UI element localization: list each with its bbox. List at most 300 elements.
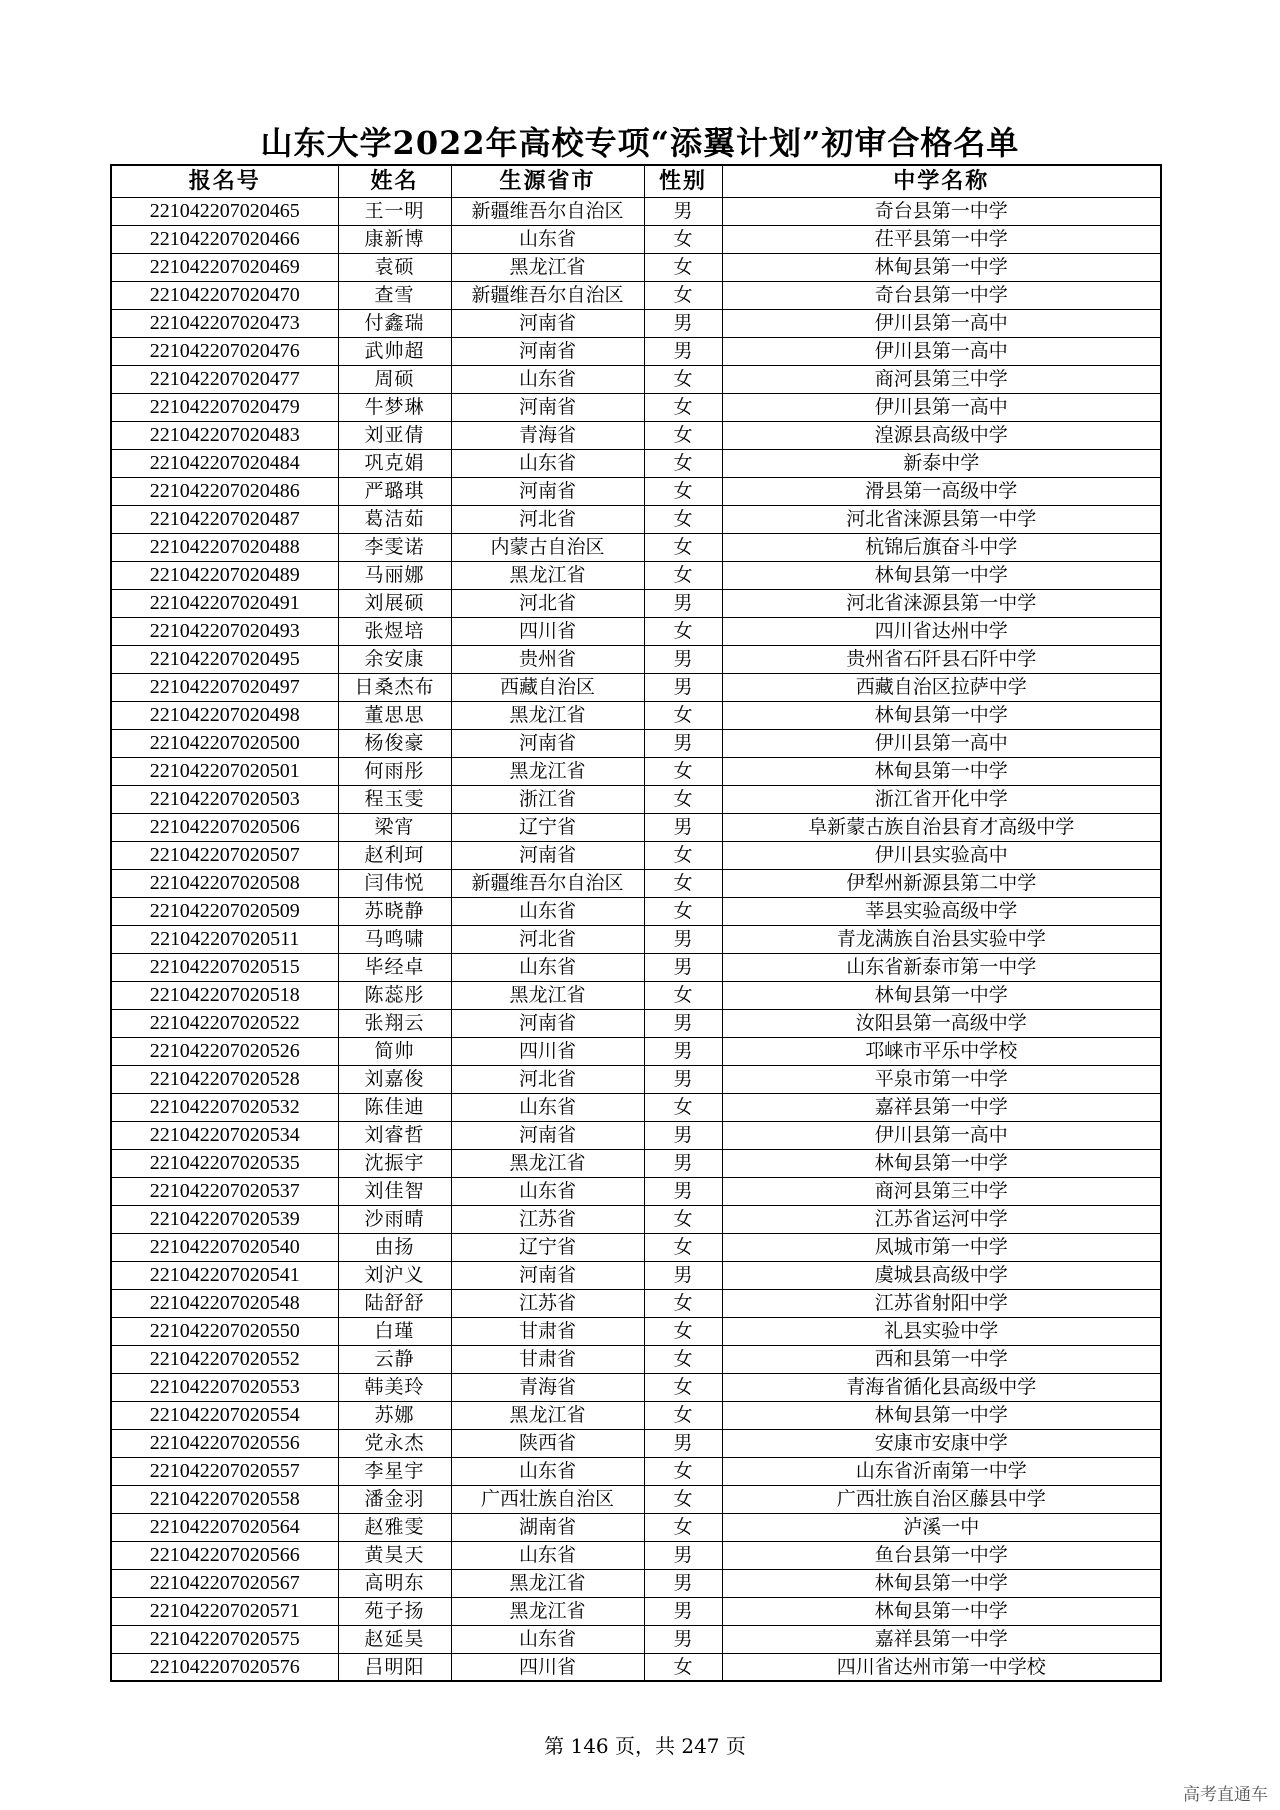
cell-province: 河南省: [451, 1261, 644, 1289]
cell-province: 黑龙江省: [451, 757, 644, 785]
cell-province: 河北省: [451, 589, 644, 617]
cell-name: 高明东: [338, 1569, 451, 1597]
cell-name: 董思思: [338, 701, 451, 729]
cell-gender: 男: [644, 645, 722, 673]
cell-name: 沈振宇: [338, 1149, 451, 1177]
cell-province: 山东省: [451, 1093, 644, 1121]
cell-gender: 女: [644, 1513, 722, 1541]
cell-province: 青海省: [451, 1373, 644, 1401]
cell-school: 四川省达州中学: [722, 617, 1161, 645]
table-row: [111, 729, 1161, 757]
cell-name: 巩克娟: [338, 449, 451, 477]
cell-registration-number: 221042207020473: [111, 309, 338, 337]
cell-name: 何雨彤: [338, 757, 451, 785]
cell-registration-number: 221042207020535: [111, 1149, 338, 1177]
cell-school: 伊犁州新源县第二中学: [722, 869, 1161, 897]
table-row: [111, 1233, 1161, 1261]
table-row: [111, 1625, 1161, 1653]
cell-province: 河南省: [451, 729, 644, 757]
cell-province: 山东省: [451, 1541, 644, 1569]
table-row: [111, 869, 1161, 897]
table-row: [111, 477, 1161, 505]
cell-province: 四川省: [451, 1653, 644, 1681]
cell-registration-number: 221042207020470: [111, 281, 338, 309]
cell-registration-number: 221042207020515: [111, 953, 338, 981]
cell-registration-number: 221042207020495: [111, 645, 338, 673]
cell-gender: 男: [644, 673, 722, 701]
cell-name: 周硕: [338, 365, 451, 393]
cell-province: 河南省: [451, 1009, 644, 1037]
cell-school: 青龙满族自治县实验中学: [722, 925, 1161, 953]
cell-province: 黑龙江省: [451, 1569, 644, 1597]
cell-province: 甘肃省: [451, 1345, 644, 1373]
cell-gender: 女: [644, 617, 722, 645]
cell-school: 西和县第一中学: [722, 1345, 1161, 1373]
cell-province: 山东省: [451, 225, 644, 253]
cell-gender: 女: [644, 1093, 722, 1121]
cell-name: 沙雨晴: [338, 1205, 451, 1233]
cell-gender: 女: [644, 1345, 722, 1373]
cell-registration-number: 221042207020564: [111, 1513, 338, 1541]
cell-name: 刘亚倩: [338, 421, 451, 449]
cell-registration-number: 221042207020558: [111, 1485, 338, 1513]
cell-province: 河南省: [451, 1121, 644, 1149]
cell-school: 滑县第一高级中学: [722, 477, 1161, 505]
table-row: [111, 841, 1161, 869]
cell-gender: 男: [644, 309, 722, 337]
cell-province: 河南省: [451, 337, 644, 365]
cell-name: 苑子扬: [338, 1597, 451, 1625]
cell-school: 阜新蒙古族自治县育才高级中学: [722, 813, 1161, 841]
cell-registration-number: 221042207020507: [111, 841, 338, 869]
table-row: [111, 813, 1161, 841]
page-title: 山东大学2022年高校专项“添翼计划”初审合格名单: [260, 124, 1020, 162]
cell-school: 伊川县实验高中: [722, 841, 1161, 869]
cell-gender: 女: [644, 365, 722, 393]
cell-province: 新疆维吾尔自治区: [451, 281, 644, 309]
cell-registration-number: 221042207020552: [111, 1345, 338, 1373]
cell-name: 张煜培: [338, 617, 451, 645]
cell-gender: 女: [644, 1653, 722, 1681]
cell-registration-number: 221042207020501: [111, 757, 338, 785]
cell-school: 山东省新泰市第一中学: [722, 953, 1161, 981]
table-row: [111, 1317, 1161, 1345]
cell-name: 韩美玲: [338, 1373, 451, 1401]
header-gender: 性别: [644, 165, 722, 197]
cell-gender: 男: [644, 589, 722, 617]
cell-province: 青海省: [451, 421, 644, 449]
cell-gender: 男: [644, 337, 722, 365]
cell-gender: 男: [644, 953, 722, 981]
table-header: [111, 165, 1161, 197]
cell-registration-number: 221042207020575: [111, 1625, 338, 1653]
cell-name: 余安康: [338, 645, 451, 673]
cell-gender: 女: [644, 1289, 722, 1317]
cell-registration-number: 221042207020537: [111, 1177, 338, 1205]
cell-gender: 女: [644, 1457, 722, 1485]
table-row: [111, 1653, 1161, 1681]
cell-registration-number: 221042207020476: [111, 337, 338, 365]
table-row: [111, 1373, 1161, 1401]
cell-school: 林甸县第一中学: [722, 981, 1161, 1009]
table-row: [111, 197, 1161, 225]
cell-registration-number: 221042207020522: [111, 1009, 338, 1037]
table-row: [111, 449, 1161, 477]
cell-registration-number: 221042207020541: [111, 1261, 338, 1289]
cell-school: 林甸县第一中学: [722, 1569, 1161, 1597]
cell-name: 赵雅雯: [338, 1513, 451, 1541]
cell-school: 伊川县第一高中: [722, 309, 1161, 337]
cell-registration-number: 221042207020566: [111, 1541, 338, 1569]
cell-school: 林甸县第一中学: [722, 1597, 1161, 1625]
cell-gender: 男: [644, 925, 722, 953]
table-row: [111, 1289, 1161, 1317]
table-row: [111, 1569, 1161, 1597]
table-row: [111, 505, 1161, 533]
cell-gender: 男: [644, 1149, 722, 1177]
cell-registration-number: 221042207020500: [111, 729, 338, 757]
table-row: [111, 785, 1161, 813]
cell-gender: 女: [644, 897, 722, 925]
header-name: 姓名: [338, 165, 451, 197]
cell-registration-number: 221042207020511: [111, 925, 338, 953]
cell-registration-number: 221042207020567: [111, 1569, 338, 1597]
cell-registration-number: 221042207020498: [111, 701, 338, 729]
cell-registration-number: 221042207020540: [111, 1233, 338, 1261]
table-row: [111, 757, 1161, 785]
table-row: [111, 1121, 1161, 1149]
cell-school: 青海省循化县高级中学: [722, 1373, 1161, 1401]
cell-province: 山东省: [451, 449, 644, 477]
table-row: [111, 253, 1161, 281]
cell-registration-number: 221042207020508: [111, 869, 338, 897]
cell-registration-number: 221042207020557: [111, 1457, 338, 1485]
cell-province: 西藏自治区: [451, 673, 644, 701]
table-row: [111, 561, 1161, 589]
table-row: [111, 1513, 1161, 1541]
cell-school: 商河县第三中学: [722, 1177, 1161, 1205]
table-row: [111, 365, 1161, 393]
cell-school: 西藏自治区拉萨中学: [722, 673, 1161, 701]
cell-name: 张翔云: [338, 1009, 451, 1037]
cell-name: 刘睿哲: [338, 1121, 451, 1149]
cell-registration-number: 221042207020518: [111, 981, 338, 1009]
cell-school: 奇台县第一中学: [722, 197, 1161, 225]
roster-table: [110, 164, 1162, 1682]
cell-school: 凤城市第一中学: [722, 1233, 1161, 1261]
cell-school: 礼县实验中学: [722, 1317, 1161, 1345]
cell-gender: 女: [644, 757, 722, 785]
cell-name: 毕经卓: [338, 953, 451, 981]
cell-school: 贵州省石阡县石阡中学: [722, 645, 1161, 673]
cell-province: 黑龙江省: [451, 1597, 644, 1625]
cell-gender: 女: [644, 869, 722, 897]
cell-province: 黑龙江省: [451, 701, 644, 729]
cell-registration-number: 221042207020486: [111, 477, 338, 505]
table-row: [111, 533, 1161, 561]
cell-school: 江苏省射阳中学: [722, 1289, 1161, 1317]
cell-name: 吕明阳: [338, 1653, 451, 1681]
cell-name: 苏娜: [338, 1401, 451, 1429]
table-row: [111, 953, 1161, 981]
cell-school: 嘉祥县第一中学: [722, 1625, 1161, 1653]
cell-gender: 女: [644, 1485, 722, 1513]
cell-registration-number: 221042207020483: [111, 421, 338, 449]
cell-gender: 女: [644, 281, 722, 309]
cell-province: 山东省: [451, 897, 644, 925]
table-body: [111, 197, 1161, 1681]
cell-province: 黑龙江省: [451, 1149, 644, 1177]
table-row: [111, 1261, 1161, 1289]
cell-registration-number: 221042207020497: [111, 673, 338, 701]
cell-province: 黑龙江省: [451, 253, 644, 281]
cell-school: 浙江省开化中学: [722, 785, 1161, 813]
cell-school: 湟源县高级中学: [722, 421, 1161, 449]
cell-school: 林甸县第一中学: [722, 253, 1161, 281]
header-registration-number: 报名号: [111, 165, 338, 197]
cell-school: 山东省沂南第一中学: [722, 1457, 1161, 1485]
table-row: [111, 981, 1161, 1009]
cell-name: 苏晓静: [338, 897, 451, 925]
cell-province: 浙江省: [451, 785, 644, 813]
cell-name: 李星宇: [338, 1457, 451, 1485]
table-row: [111, 1037, 1161, 1065]
cell-registration-number: 221042207020556: [111, 1429, 338, 1457]
cell-registration-number: 221042207020477: [111, 365, 338, 393]
table-row: [111, 1457, 1161, 1485]
cell-province: 江苏省: [451, 1289, 644, 1317]
table-row: [111, 897, 1161, 925]
table-row: [111, 1093, 1161, 1121]
table-row: [111, 925, 1161, 953]
cell-name: 袁硕: [338, 253, 451, 281]
cell-name: 由扬: [338, 1233, 451, 1261]
cell-gender: 男: [644, 197, 722, 225]
cell-school: 林甸县第一中学: [722, 1401, 1161, 1429]
cell-province: 四川省: [451, 617, 644, 645]
cell-school: 商河县第三中学: [722, 365, 1161, 393]
cell-gender: 男: [644, 1121, 722, 1149]
cell-registration-number: 221042207020487: [111, 505, 338, 533]
cell-name: 简帅: [338, 1037, 451, 1065]
cell-school: 安康市安康中学: [722, 1429, 1161, 1457]
cell-school: 江苏省运河中学: [722, 1205, 1161, 1233]
cell-school: 茌平县第一中学: [722, 225, 1161, 253]
cell-province: 甘肃省: [451, 1317, 644, 1345]
cell-province: 河北省: [451, 925, 644, 953]
cell-province: 河南省: [451, 841, 644, 869]
cell-school: 汝阳县第一高级中学: [722, 1009, 1161, 1037]
table-row: [111, 1485, 1161, 1513]
header-province: 生源省市: [451, 165, 644, 197]
cell-name: 牛梦琳: [338, 393, 451, 421]
cell-gender: 女: [644, 1401, 722, 1429]
cell-gender: 女: [644, 1317, 722, 1345]
cell-province: 新疆维吾尔自治区: [451, 197, 644, 225]
cell-registration-number: 221042207020503: [111, 785, 338, 813]
cell-gender: 女: [644, 1373, 722, 1401]
table-row: [111, 1149, 1161, 1177]
cell-registration-number: 221042207020479: [111, 393, 338, 421]
cell-school: 河北省涞源县第一中学: [722, 589, 1161, 617]
cell-school: 奇台县第一中学: [722, 281, 1161, 309]
cell-registration-number: 221042207020469: [111, 253, 338, 281]
cell-school: 虞城县高级中学: [722, 1261, 1161, 1289]
cell-school: 鱼台县第一中学: [722, 1541, 1161, 1569]
cell-registration-number: 221042207020539: [111, 1205, 338, 1233]
cell-school: 伊川县第一高中: [722, 337, 1161, 365]
cell-school: 伊川县第一高中: [722, 393, 1161, 421]
cell-gender: 男: [644, 1009, 722, 1037]
table-row: [111, 589, 1161, 617]
cell-gender: 女: [644, 225, 722, 253]
cell-gender: 男: [644, 1261, 722, 1289]
cell-gender: 男: [644, 1037, 722, 1065]
table-row: [111, 1597, 1161, 1625]
cell-school: 泸溪一中: [722, 1513, 1161, 1541]
cell-gender: 女: [644, 533, 722, 561]
cell-name: 赵利珂: [338, 841, 451, 869]
cell-name: 马鸣啸: [338, 925, 451, 953]
cell-name: 严璐琪: [338, 477, 451, 505]
cell-province: 广西壮族自治区: [451, 1485, 644, 1513]
watermark: 高考直通车: [1183, 1785, 1268, 1805]
table-row: [111, 1065, 1161, 1093]
table-row: [111, 337, 1161, 365]
cell-registration-number: 221042207020509: [111, 897, 338, 925]
cell-province: 陕西省: [451, 1429, 644, 1457]
cell-name: 刘展硕: [338, 589, 451, 617]
cell-school: 莘县实验高级中学: [722, 897, 1161, 925]
cell-registration-number: 221042207020466: [111, 225, 338, 253]
cell-registration-number: 221042207020532: [111, 1093, 338, 1121]
cell-registration-number: 221042207020506: [111, 813, 338, 841]
cell-school: 四川省达州市第一中学校: [722, 1653, 1161, 1681]
cell-name: 付鑫瑞: [338, 309, 451, 337]
cell-province: 山东省: [451, 1625, 644, 1653]
cell-name: 刘沪义: [338, 1261, 451, 1289]
cell-registration-number: 221042207020554: [111, 1401, 338, 1429]
cell-gender: 男: [644, 729, 722, 757]
cell-registration-number: 221042207020576: [111, 1653, 338, 1681]
cell-gender: 男: [644, 1541, 722, 1569]
cell-province: 四川省: [451, 1037, 644, 1065]
table-row: [111, 1177, 1161, 1205]
cell-name: 陆舒舒: [338, 1289, 451, 1317]
table-row: [111, 225, 1161, 253]
cell-province: 贵州省: [451, 645, 644, 673]
table-row: [111, 701, 1161, 729]
cell-name: 杨俊豪: [338, 729, 451, 757]
table-row: [111, 281, 1161, 309]
cell-school: 新泰中学: [722, 449, 1161, 477]
cell-gender: 女: [644, 785, 722, 813]
cell-gender: 女: [644, 841, 722, 869]
table-row: [111, 421, 1161, 449]
cell-school: 伊川县第一高中: [722, 1121, 1161, 1149]
cell-gender: 女: [644, 393, 722, 421]
cell-name: 马丽娜: [338, 561, 451, 589]
cell-registration-number: 221042207020571: [111, 1597, 338, 1625]
cell-name: 潘金羽: [338, 1485, 451, 1513]
cell-province: 河南省: [451, 393, 644, 421]
cell-school: 林甸县第一中学: [722, 561, 1161, 589]
table-row: [111, 1205, 1161, 1233]
cell-school: 林甸县第一中学: [722, 757, 1161, 785]
cell-school: 河北省涞源县第一中学: [722, 505, 1161, 533]
cell-registration-number: 221042207020553: [111, 1373, 338, 1401]
cell-registration-number: 221042207020550: [111, 1317, 338, 1345]
cell-province: 辽宁省: [451, 813, 644, 841]
table-row: [111, 673, 1161, 701]
table-row: [111, 1429, 1161, 1457]
cell-gender: 男: [644, 1597, 722, 1625]
page-number: 第 146 页，共 247 页: [544, 1734, 746, 1758]
cell-school: 广西壮族自治区藤县中学: [722, 1485, 1161, 1513]
cell-name: 云静: [338, 1345, 451, 1373]
cell-province: 江苏省: [451, 1205, 644, 1233]
table-row: [111, 309, 1161, 337]
cell-registration-number: 221042207020484: [111, 449, 338, 477]
cell-registration-number: 221042207020489: [111, 561, 338, 589]
cell-gender: 女: [644, 561, 722, 589]
cell-gender: 男: [644, 813, 722, 841]
cell-name: 闫伟悦: [338, 869, 451, 897]
table-row: [111, 1009, 1161, 1037]
cell-school: 杭锦后旗奋斗中学: [722, 533, 1161, 561]
cell-school: 伊川县第一高中: [722, 729, 1161, 757]
cell-gender: 女: [644, 1205, 722, 1233]
cell-gender: 女: [644, 505, 722, 533]
cell-gender: 女: [644, 701, 722, 729]
header-row: [111, 165, 1161, 197]
cell-gender: 男: [644, 1569, 722, 1597]
cell-province: 山东省: [451, 365, 644, 393]
cell-registration-number: 221042207020528: [111, 1065, 338, 1093]
cell-school: 林甸县第一中学: [722, 1149, 1161, 1177]
cell-school: 平泉市第一中学: [722, 1065, 1161, 1093]
cell-name: 日桑杰布: [338, 673, 451, 701]
cell-gender: 女: [644, 1233, 722, 1261]
cell-province: 河南省: [451, 309, 644, 337]
table-row: [111, 1345, 1161, 1373]
cell-school: 嘉祥县第一中学: [722, 1093, 1161, 1121]
cell-name: 王一明: [338, 197, 451, 225]
cell-school: 林甸县第一中学: [722, 701, 1161, 729]
cell-name: 葛洁茹: [338, 505, 451, 533]
cell-school: 邛崃市平乐中学校: [722, 1037, 1161, 1065]
cell-registration-number: 221042207020493: [111, 617, 338, 645]
cell-gender: 女: [644, 253, 722, 281]
cell-gender: 男: [644, 1177, 722, 1205]
cell-province: 黑龙江省: [451, 981, 644, 1009]
header-school: 中学名称: [722, 165, 1161, 197]
cell-province: 新疆维吾尔自治区: [451, 869, 644, 897]
cell-province: 黑龙江省: [451, 561, 644, 589]
table-row: [111, 617, 1161, 645]
cell-province: 湖南省: [451, 1513, 644, 1541]
cell-province: 辽宁省: [451, 1233, 644, 1261]
cell-name: 武帅超: [338, 337, 451, 365]
cell-province: 山东省: [451, 953, 644, 981]
cell-gender: 女: [644, 477, 722, 505]
cell-name: 刘佳智: [338, 1177, 451, 1205]
cell-gender: 女: [644, 449, 722, 477]
cell-registration-number: 221042207020465: [111, 197, 338, 225]
cell-province: 山东省: [451, 1177, 644, 1205]
cell-registration-number: 221042207020488: [111, 533, 338, 561]
table-row: [111, 393, 1161, 421]
